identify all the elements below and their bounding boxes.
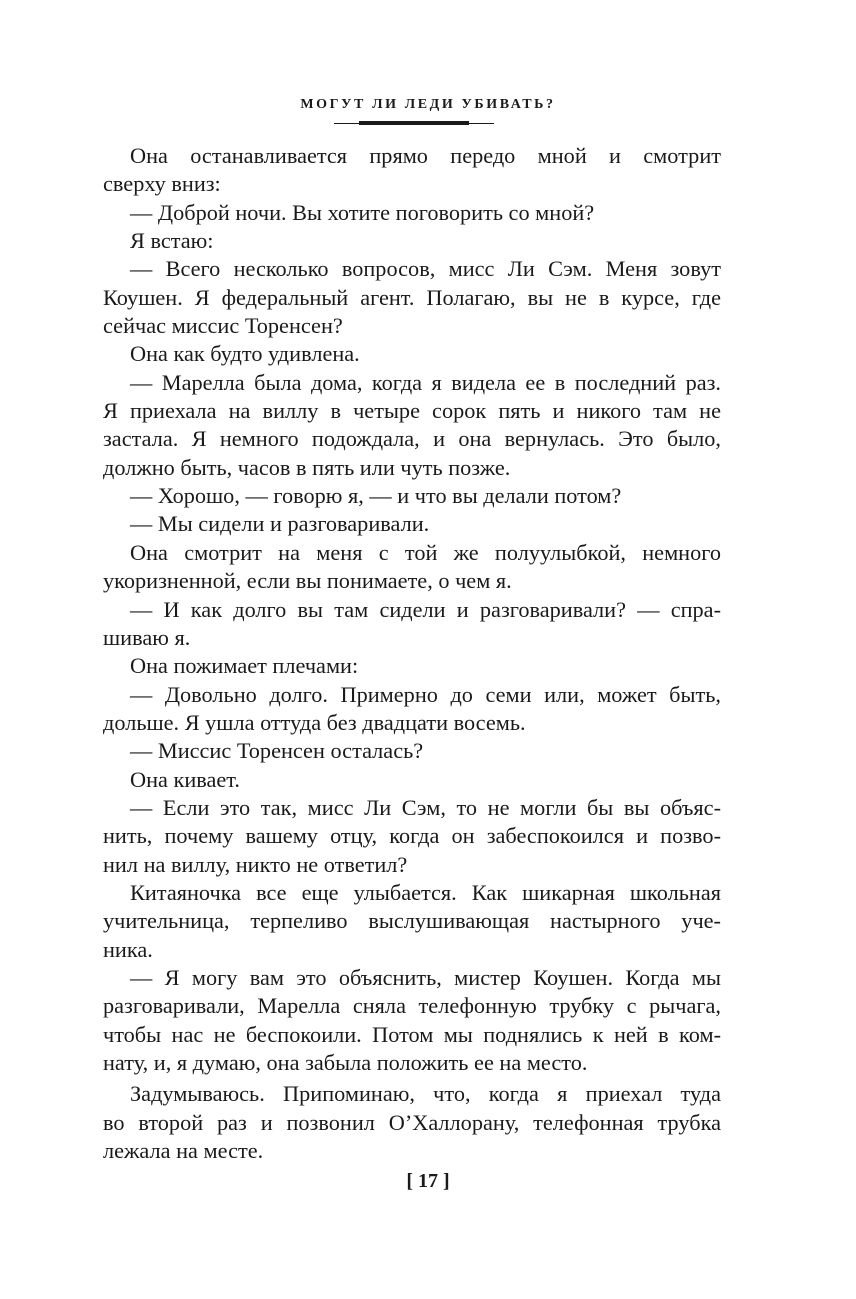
- text-line: Я встаю:: [130, 228, 214, 254]
- text-line: лежала на месте.: [103, 1138, 264, 1164]
- text-line: Она кивает.: [130, 766, 240, 792]
- text-line: Она как будто удивлена.: [130, 341, 360, 367]
- text-line: дольше. Я ушла оттуда без двадцати восемь.: [103, 709, 526, 735]
- page-number: [ 17 ]: [406, 1170, 450, 1192]
- text-line: ника.: [103, 936, 153, 962]
- text-line: Она пожимает плечами:: [130, 653, 359, 679]
- text-line: Я приехала на виллу в четыре сорок пять и никого там не: [103, 398, 721, 424]
- text-line: нил на виллу, никто не ответил?: [103, 851, 408, 877]
- text-line: Она останавливается прямо передо мной и смотрит: [130, 143, 721, 168]
- text-line: — Довольно долго. Примерно до семи или, может быть,: [130, 681, 721, 707]
- text-line: Коушен. Я федеральный агент. Полагаю, вы не в курсе, где: [103, 284, 721, 310]
- text-line: сейчас миссис Торенсен?: [103, 313, 343, 339]
- text-line: нить, почему вашему отцу, когда он забеспокоился и позво-: [103, 823, 721, 849]
- text-line: сверху вниз:: [103, 171, 221, 197]
- text-line: застала. Я немного подождала, и она вернулась. Это было,: [103, 426, 721, 452]
- running-head-rule-accent: [359, 121, 469, 125]
- text-line: Она смотрит на меня с той же полуулыбкой, немного: [130, 539, 721, 565]
- text-line: — Если это так, мисс Ли Сэм, то не могли бы вы объяс-: [130, 794, 721, 820]
- text-line: — Миссис Торенсен осталась?: [130, 738, 424, 764]
- text-line: Китаяночка все еще улыбается. Как шикарная школьная: [130, 879, 721, 905]
- running-head: МОГУТ ЛИ ЛЕДИ УБИВАТЬ?: [300, 97, 556, 112]
- text-line: должно быть, часов в пять или чуть позже.: [103, 454, 511, 480]
- text-line: разговаривали, Марелла сняла телефонную трубку с рычага,: [103, 993, 721, 1019]
- text-line: — Всего несколько вопросов, мисс Ли Сэм. Меня зовут: [130, 256, 721, 282]
- text-line: — Хорошо, — говорю я, — и что вы делали потом?: [130, 483, 622, 509]
- text-line: учительница, терпеливо выслушивающая настырного уче-: [103, 908, 721, 934]
- text-line: шиваю я.: [103, 624, 191, 650]
- text-line: — Мы сидели и разговаривали.: [130, 511, 430, 537]
- text-line: — И как долго вы там сидели и разговаривали? — спра-: [130, 596, 721, 622]
- body-text: [103, 142, 721, 1165]
- text-line: — Доброй ночи. Вы хотите поговорить со мной?: [130, 199, 595, 225]
- text-line: нату, и, я думаю, она забыла положить ее на место.: [103, 1050, 588, 1075]
- text-line: укоризненной, если вы понимаете, о чем я.: [103, 568, 512, 594]
- text-line: — Я могу вам это объяснить, мистер Коушен. Когда мы: [130, 964, 721, 990]
- text-line: Задумываюсь. Припоминаю, что, когда я приехал туда: [130, 1081, 721, 1107]
- text-line: во второй раз и позвонил О’Халлорану, телефонная трубка: [103, 1109, 721, 1135]
- text-line: чтобы нас не беспокоили. Потом мы поднялись к ней в ком-: [103, 1021, 721, 1047]
- text-line: — Марелла была дома, когда я видела ее в последний раз.: [130, 369, 721, 395]
